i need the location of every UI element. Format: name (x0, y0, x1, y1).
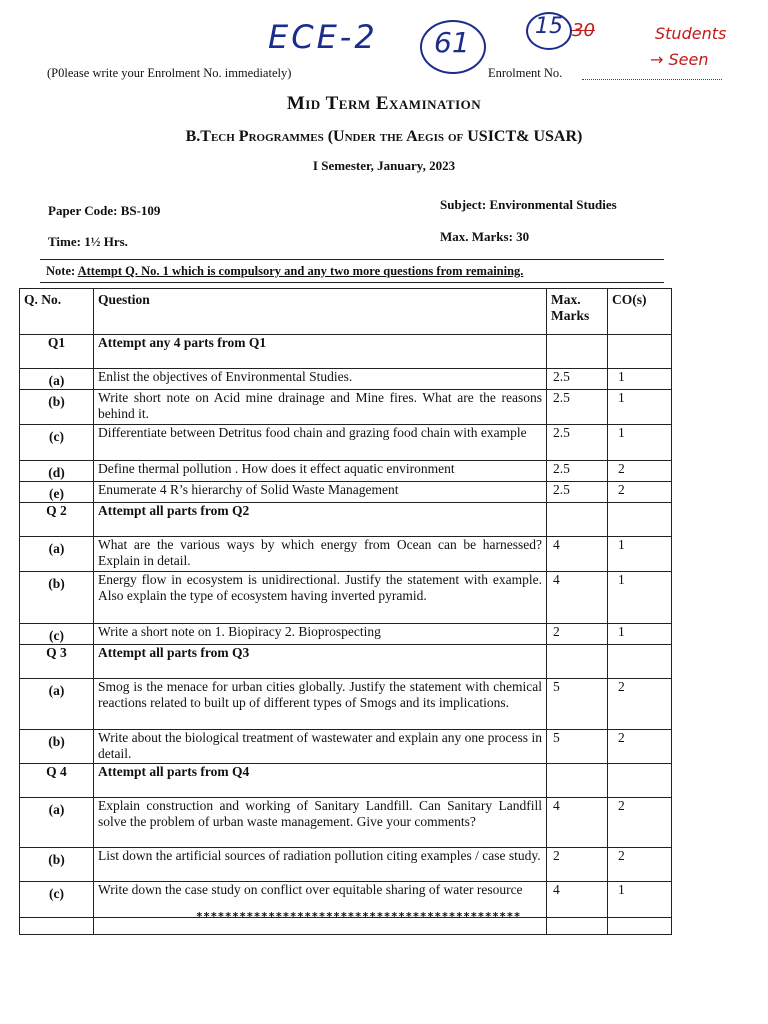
question-text: Write a short note on 1. Biopiracy 2. Bioprospecting (94, 624, 547, 645)
question-number: (b) (20, 572, 94, 624)
question-co (608, 335, 672, 369)
max-marks: Max. Marks: 30 (440, 229, 530, 244)
handwritten-seen-note: → Seen (650, 50, 709, 69)
question-co: 1 (608, 369, 672, 390)
question-number: (a) (20, 537, 94, 572)
question-text: Explain construction and working of Sanitary Landfill. Can Sanitary Landfill solve the problem of urban waste management. Give your comments? (94, 798, 547, 848)
question-co: 2 (608, 482, 672, 503)
question-text: Write down the case study on conflict over equitable sharing of water resource (94, 882, 547, 918)
question-marks: 2 (547, 624, 608, 645)
question-text: Differentiate between Detritus food chain and grazing food chain with example (94, 425, 547, 461)
question-marks: 4 (547, 882, 608, 918)
col-header-qno: Q. No. (20, 289, 94, 335)
question-marks: 2.5 (547, 482, 608, 503)
question-group-heading: Attempt any 4 parts from Q1 (94, 335, 547, 369)
note-prefix: Note: (46, 264, 78, 278)
empty-cell (608, 918, 672, 935)
col-header-question: Question (94, 289, 547, 335)
question-group-heading: Attempt all parts from Q3 (94, 645, 547, 679)
question-marks: 2.5 (547, 461, 608, 482)
programme-title: B.Tech Programmes (Under the Aegis of USICT& USAR) (185, 128, 583, 145)
enrolment-field-line (582, 79, 722, 80)
question-row (20, 798, 672, 848)
question-text: Write about the biological treatment of wastewater and explain any one process in detail. (94, 730, 547, 764)
question-row (20, 624, 672, 645)
question-marks: 5 (547, 730, 608, 764)
question-marks: 2.5 (547, 390, 608, 425)
question-co: 2 (608, 848, 672, 882)
note (40, 260, 664, 281)
table-header-row (20, 289, 672, 335)
question-number: (e) (20, 482, 94, 503)
question-group-row (20, 503, 672, 537)
question-number: Q 4 (20, 764, 94, 798)
empty-cell (20, 918, 94, 935)
question-group-row (20, 335, 672, 369)
question-row (20, 425, 672, 461)
question-row (20, 390, 672, 425)
question-text: Write short note on Acid mine drainage and Mine fires. What are the reasons behind it. (94, 390, 547, 425)
paper-code: Paper Code: BS-109 (48, 203, 161, 218)
question-number: (a) (20, 369, 94, 390)
question-marks (547, 764, 608, 798)
handwritten-class-count: 61 (434, 26, 470, 59)
question-row (20, 848, 672, 882)
question-number: (c) (20, 882, 94, 918)
question-co (608, 645, 672, 679)
question-marks: 2 (547, 848, 608, 882)
question-co: 2 (608, 461, 672, 482)
footer-stars: ********************************************* (196, 910, 522, 923)
question-co: 2 (608, 679, 672, 730)
question-row (20, 482, 672, 503)
question-row (20, 679, 672, 730)
question-co: 1 (608, 537, 672, 572)
question-number: (b) (20, 848, 94, 882)
question-co (608, 503, 672, 537)
enrolment-instruction: (P0lease write your Enrolment No. immediately) (47, 66, 292, 80)
question-text: Energy flow in ecosystem is unidirectional. Justify the statement with example. Also explain the type of ecosystem having inverted pyramid. (94, 572, 547, 624)
question-row (20, 461, 672, 482)
question-group-heading: Attempt all parts from Q4 (94, 764, 547, 798)
question-co: 1 (608, 390, 672, 425)
question-row (20, 369, 672, 390)
question-number: (c) (20, 425, 94, 461)
question-marks: 4 (547, 537, 608, 572)
question-text: List down the artificial sources of radiation pollution citing examples / case study. (94, 848, 547, 882)
handwritten-crossed-total: 30 (572, 20, 595, 41)
col-header-co: CO(s) (608, 289, 672, 335)
question-text: Enlist the objectives of Environmental Studies. (94, 369, 547, 390)
question-co: 1 (608, 572, 672, 624)
question-co: 1 (608, 882, 672, 918)
question-row (20, 730, 672, 764)
semester-line: I Semester, January, 2023 (312, 158, 456, 173)
divider (40, 282, 664, 283)
question-co: 1 (608, 624, 672, 645)
question-marks: 2.5 (547, 369, 608, 390)
handwritten-students-note: Students (655, 24, 727, 43)
note-block (40, 259, 664, 283)
question-marks (547, 645, 608, 679)
question-text: Smog is the menace for urban cities globally. Justify the statement with chemical reactions related to built up of different types of Smogs and its implications. (94, 679, 547, 730)
subject: Subject: Environmental Studies (440, 197, 617, 212)
question-number: (c) (20, 624, 94, 645)
question-marks: 5 (547, 679, 608, 730)
exam-title: Mid Term Examination (286, 93, 482, 114)
handwritten-seen-count: 15 (535, 14, 563, 39)
note-text: Attempt Q. No. 1 which is compulsory and any two more questions from remaining. (77, 264, 524, 278)
question-number: (b) (20, 390, 94, 425)
question-text: What are the various ways by which energy from Ocean can be harnessed? Explain in detail. (94, 537, 547, 572)
question-co: 1 (608, 425, 672, 461)
enrolment-label: Enrolment No. (488, 66, 563, 80)
question-table (19, 288, 672, 935)
question-text: Enumerate 4 R’s hierarchy of Solid Waste Management (94, 482, 547, 503)
question-row (20, 572, 672, 624)
question-co (608, 764, 672, 798)
question-number: (a) (20, 798, 94, 848)
question-group-row (20, 764, 672, 798)
question-group-heading: Attempt all parts from Q2 (94, 503, 547, 537)
question-number: (a) (20, 679, 94, 730)
question-number: (b) (20, 730, 94, 764)
question-marks: 4 (547, 798, 608, 848)
question-number: Q 2 (20, 503, 94, 537)
handwritten-class-code: ECE-2 (268, 18, 378, 56)
empty-cell (547, 918, 608, 935)
col-header-marks: Max. Marks (547, 289, 608, 335)
question-number: (d) (20, 461, 94, 482)
question-co: 2 (608, 798, 672, 848)
question-number: Q1 (20, 335, 94, 369)
question-number: Q 3 (20, 645, 94, 679)
question-marks (547, 335, 608, 369)
question-marks: 2.5 (547, 425, 608, 461)
question-text: Define thermal pollution . How does it effect aquatic environment (94, 461, 547, 482)
question-row (20, 537, 672, 572)
question-co: 2 (608, 730, 672, 764)
exam-time: Time: 1½ Hrs. (48, 234, 128, 249)
question-marks: 4 (547, 572, 608, 624)
question-group-row (20, 645, 672, 679)
question-marks (547, 503, 608, 537)
